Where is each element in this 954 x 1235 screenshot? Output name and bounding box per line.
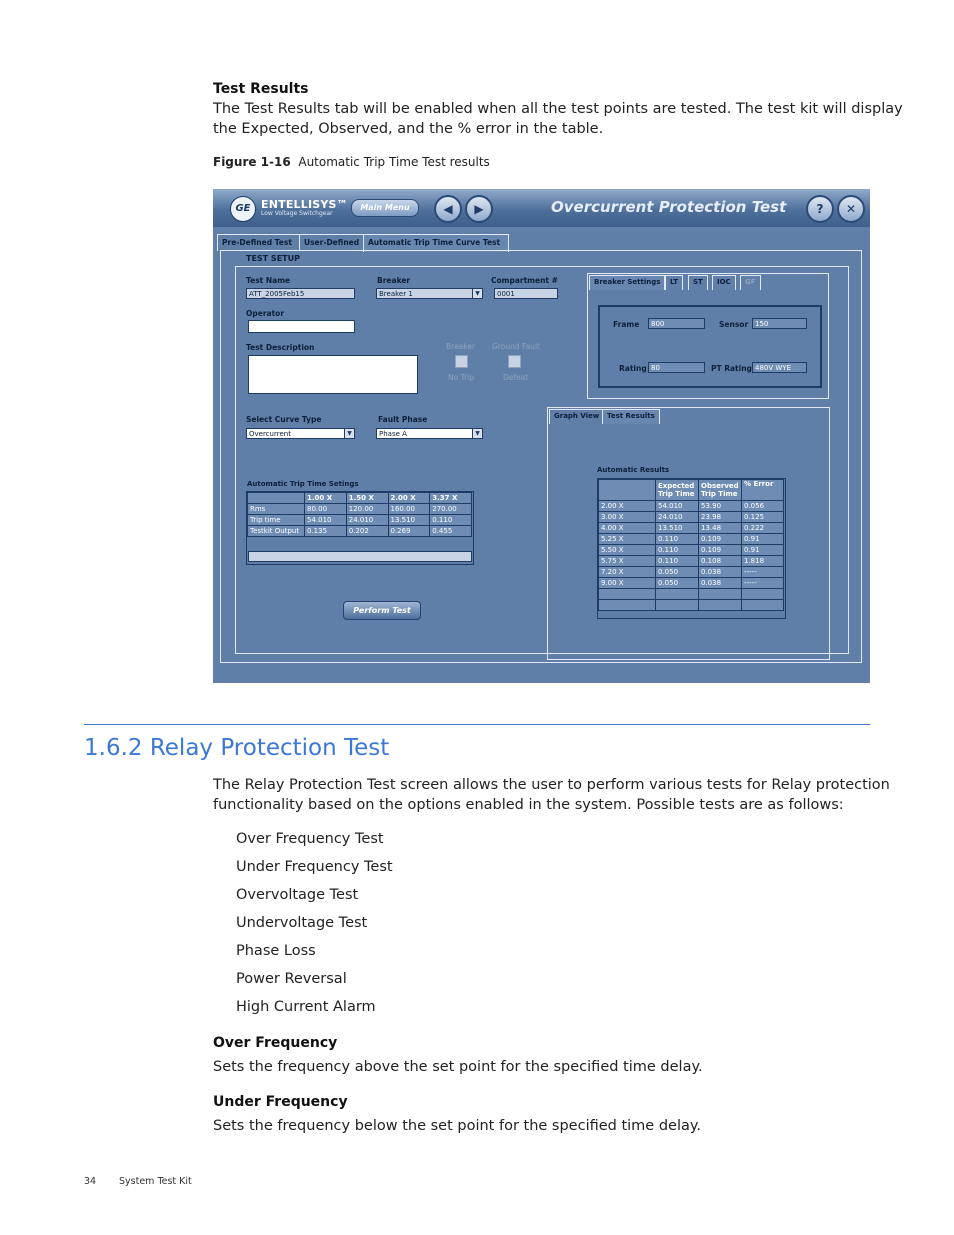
- table-cell: 0.110: [656, 556, 699, 567]
- table-cell: 23.98: [699, 512, 742, 523]
- table-cell: 0.455: [430, 526, 472, 537]
- table-cell: 5.50 X: [599, 545, 656, 556]
- ge-logo-icon: GE: [230, 196, 256, 222]
- breaker-no-trip-label-top: Breaker: [446, 342, 476, 351]
- test-setup-label: TEST SETUP: [246, 254, 300, 263]
- table-cell: [699, 600, 742, 611]
- section-paragraph-line1: The Relay Protection Test screen allows the user to perform various tests for Relay protection: [213, 777, 890, 793]
- close-icon[interactable]: ✕: [837, 195, 865, 223]
- table-header-cell: [599, 480, 656, 501]
- curve-type-value: Overcurrent: [249, 430, 291, 438]
- table-cell: 0.91: [742, 545, 784, 556]
- test-name-label: Test Name: [246, 276, 291, 285]
- table-cell: 0.109: [699, 545, 742, 556]
- breaker-select[interactable]: [376, 288, 483, 299]
- table-cell: Rms: [248, 504, 305, 515]
- perform-test-button[interactable]: Perform Test: [343, 601, 421, 620]
- table-cell: [599, 600, 656, 611]
- test-results-paragraph-line2: the Expected, Observed, and the % error in the table.: [213, 121, 604, 137]
- table-cell: 0.202: [346, 526, 388, 537]
- table-cell: 13.510: [388, 515, 430, 526]
- help-icon[interactable]: ?: [806, 195, 834, 223]
- table-cell: 5.25 X: [599, 534, 656, 545]
- table-header-cell: 2.00 X: [388, 493, 430, 504]
- test-description-field[interactable]: [248, 355, 418, 394]
- table-cell: [656, 600, 699, 611]
- operator-label: Operator: [246, 309, 285, 318]
- table-row: [599, 523, 784, 534]
- table-cell: 0.91: [742, 534, 784, 545]
- sensor-label: Sensor: [719, 320, 749, 329]
- table-row: [248, 526, 472, 537]
- test-description-label: Test Description: [246, 343, 315, 352]
- table-header-cell: 3.37 X: [430, 493, 472, 504]
- table-cell: 120.00: [346, 504, 388, 515]
- pt-rating-label: PT Rating: [711, 364, 752, 373]
- brand-subtitle: Low Voltage Switchgear: [261, 210, 333, 217]
- app-screenshot: [213, 189, 870, 683]
- table-cell: 80.00: [305, 504, 347, 515]
- sensor-field[interactable]: 150: [752, 318, 807, 329]
- list-item: Overvoltage Test: [236, 887, 359, 903]
- table-cell: 2.00 X: [599, 501, 656, 512]
- chevron-down-icon[interactable]: ▼: [344, 429, 354, 438]
- table-row: [599, 567, 784, 578]
- table-cell: [742, 600, 784, 611]
- brand-name: ENTELLISYS™: [261, 198, 348, 211]
- table-header-cell: 1.00 X: [305, 493, 347, 504]
- table-row: [248, 504, 472, 515]
- table-row: [599, 578, 784, 589]
- table-cell: -----: [742, 578, 784, 589]
- under-frequency-text: Sets the frequency below the set point for the specified time delay.: [213, 1118, 702, 1134]
- figure-caption: [213, 155, 490, 169]
- table-cell: Testkit Output: [248, 526, 305, 537]
- table-row: [599, 534, 784, 545]
- table-cell: 270.00: [430, 504, 472, 515]
- tab-graph-view[interactable]: Graph View: [549, 409, 604, 424]
- table-cell: 3.00 X: [599, 512, 656, 523]
- list-item: Phase Loss: [236, 943, 316, 959]
- table-row: [599, 600, 784, 611]
- table-cell: 0.050: [656, 578, 699, 589]
- pt-rating-field[interactable]: 480V WYE: [752, 362, 807, 373]
- table-row: [248, 493, 472, 504]
- footer-doc-title: System Test Kit: [119, 1176, 192, 1187]
- list-item: Over Frequency Test: [236, 831, 384, 847]
- section-paragraph-line2: functionality based on the options enabled in the system. Possible tests are as follows:: [213, 797, 844, 813]
- tab-breaker-settings[interactable]: Breaker Settings: [589, 275, 665, 290]
- table-cell: 0.109: [699, 534, 742, 545]
- compartment-field[interactable]: 0001: [494, 288, 558, 299]
- chevron-down-icon[interactable]: ▼: [472, 289, 482, 298]
- table-cell: 0.110: [656, 534, 699, 545]
- table-row: [599, 512, 784, 523]
- table-cell: 13.48: [699, 523, 742, 534]
- app-title: Overcurrent Protection Test: [551, 198, 787, 216]
- table-cell: 24.010: [346, 515, 388, 526]
- table-cell: 0.038: [699, 567, 742, 578]
- table-cell: 160.00: [388, 504, 430, 515]
- breaker-no-trip-label-bottom: No Trip: [448, 373, 474, 382]
- section-title: 1.6.2 Relay Protection Test: [84, 735, 390, 761]
- chevron-down-icon[interactable]: ▼: [472, 429, 482, 438]
- table-row: [599, 556, 784, 567]
- table-cell: 54.010: [305, 515, 347, 526]
- table-cell: 0.056: [742, 501, 784, 512]
- breaker-no-trip-checkbox[interactable]: [455, 355, 468, 368]
- test-results-heading: Test Results: [213, 81, 309, 97]
- table-cell: 1.818: [742, 556, 784, 567]
- table-header-cell: % Error: [742, 480, 784, 501]
- compartment-label: Compartment #: [491, 276, 558, 285]
- settings-table-scrollbar[interactable]: [248, 551, 472, 562]
- table-header-cell: [248, 493, 305, 504]
- list-item: Power Reversal: [236, 971, 347, 987]
- table-cell: [599, 589, 656, 600]
- list-item: Undervoltage Test: [236, 915, 368, 931]
- table-cell: Trip time: [248, 515, 305, 526]
- breaker-label: Breaker: [377, 276, 411, 285]
- ground-fault-label-top: Ground Fault: [492, 342, 540, 351]
- test-name-field[interactable]: ATT_2005Feb15: [246, 288, 355, 299]
- table-cell: 0.125: [742, 512, 784, 523]
- breaker-select-value: Breaker 1: [379, 290, 413, 298]
- fault-phase-select[interactable]: [376, 428, 483, 439]
- table-cell: [742, 589, 784, 600]
- table-row: [599, 589, 784, 600]
- auto-settings-label: Automatic Trip Time Setings: [247, 480, 359, 488]
- table-cell: [656, 589, 699, 600]
- over-frequency-heading: Over Frequency: [213, 1035, 338, 1051]
- select-curve-label: Select Curve Type: [246, 415, 322, 424]
- table-cell: 0.269: [388, 526, 430, 537]
- list-item: High Current Alarm: [236, 999, 376, 1015]
- rating-field[interactable]: 80: [648, 362, 705, 373]
- table-row: [599, 501, 784, 512]
- table-cell: 24.010: [656, 512, 699, 523]
- main-menu-button[interactable]: Main Menu: [351, 199, 419, 217]
- tab-ioc[interactable]: IOC: [712, 275, 736, 290]
- table-cell: 0.038: [699, 578, 742, 589]
- table-cell: 9.00 X: [599, 578, 656, 589]
- under-frequency-heading: Under Frequency: [213, 1094, 348, 1110]
- figure-label: Figure 1-16: [213, 155, 291, 169]
- table-header-cell: Observed Trip Time: [699, 480, 742, 501]
- figure-caption-text: Automatic Trip Time Test results: [298, 155, 490, 169]
- settings-table: [247, 492, 472, 537]
- tab-automatic-trip-time-curve-test[interactable]: Automatic Trip Time Curve Test: [363, 234, 509, 252]
- table-cell: 4.00 X: [599, 523, 656, 534]
- forward-icon[interactable]: ▶: [465, 195, 493, 223]
- tab-lt[interactable]: LT: [665, 275, 683, 290]
- table-header-cell: Expected Trip Time: [656, 480, 699, 501]
- section-divider: [84, 724, 870, 725]
- table-row: [248, 515, 472, 526]
- tab-user-defined[interactable]: User-Defined: [299, 234, 365, 251]
- page-number: 34: [84, 1176, 97, 1187]
- auto-results-label: Automatic Results: [597, 466, 670, 474]
- curve-type-select[interactable]: [246, 428, 355, 439]
- table-cell: [699, 589, 742, 600]
- table-row: [599, 480, 784, 501]
- table-cell: 0.135: [305, 526, 347, 537]
- tab-test-results[interactable]: Test Results: [602, 409, 660, 424]
- table-cell: 53.90: [699, 501, 742, 512]
- rating-label: Rating: [619, 364, 647, 373]
- tab-pre-defined-test[interactable]: Pre-Defined Test: [217, 234, 301, 251]
- table-cell: -----: [742, 567, 784, 578]
- operator-field[interactable]: [248, 320, 355, 333]
- fault-phase-label: Fault Phase: [378, 415, 428, 424]
- results-table: [598, 479, 784, 611]
- table-cell: 0.050: [656, 567, 699, 578]
- frame-label: Frame: [613, 320, 640, 329]
- test-results-paragraph-line1: The Test Results tab will be enabled when all the test points are tested. The test kit will display: [213, 101, 903, 117]
- list-item: Under Frequency Test: [236, 859, 393, 875]
- table-cell: 0.222: [742, 523, 784, 534]
- table-cell: 0.110: [656, 545, 699, 556]
- frame-field[interactable]: 800: [648, 318, 705, 329]
- table-cell: 0.108: [699, 556, 742, 567]
- back-icon[interactable]: ◀: [434, 195, 462, 223]
- table-cell: 54.010: [656, 501, 699, 512]
- ground-fault-label-bottom: Defeat: [503, 373, 529, 382]
- table-row: [599, 545, 784, 556]
- tab-gf[interactable]: GF: [740, 275, 761, 290]
- table-cell: 5.75 X: [599, 556, 656, 567]
- table-cell: 0.110: [430, 515, 472, 526]
- tab-st[interactable]: ST: [688, 275, 708, 290]
- fault-phase-value: Phase A: [379, 430, 407, 438]
- table-header-cell: 1.50 X: [346, 493, 388, 504]
- table-cell: 13.510: [656, 523, 699, 534]
- ground-fault-defeat-checkbox[interactable]: [508, 355, 521, 368]
- table-cell: 7.20 X: [599, 567, 656, 578]
- over-frequency-text: Sets the frequency above the set point for the specified time delay.: [213, 1059, 703, 1075]
